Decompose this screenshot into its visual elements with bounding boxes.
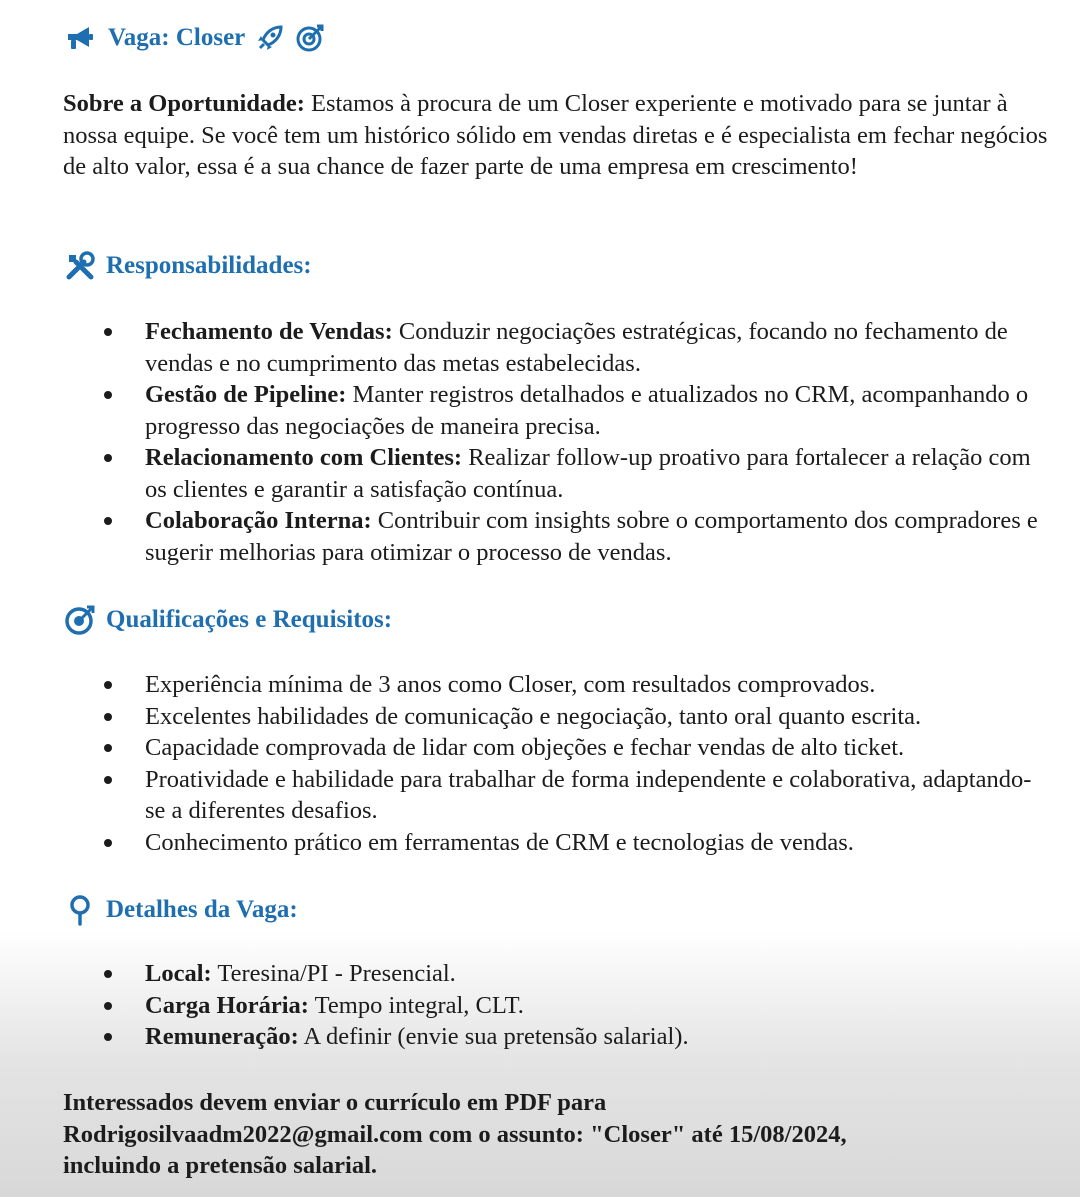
item-text: Excelentes habilidades de comunicação e negociação, tanto oral quanto escrita.	[145, 702, 922, 730]
list-item	[0, 764, 1045, 827]
title-text: Vaga: Closer	[108, 24, 246, 51]
bullet	[104, 681, 112, 689]
list-item	[0, 1021, 1045, 1053]
list-item	[0, 990, 1045, 1022]
item-text: Realizar follow-up proativo para fortalecer a relação com os clientes e garantir a satisfação contínua.	[145, 444, 1031, 503]
intro-label: Sobre a Oportunidade:	[63, 90, 305, 117]
bullet	[104, 1033, 112, 1041]
bullet	[104, 713, 112, 721]
qualificacoes-list	[0, 669, 1080, 858]
section-heading-detalhes	[64, 894, 298, 926]
bullet	[104, 328, 112, 336]
megaphone-icon	[64, 22, 96, 54]
bullet	[104, 970, 112, 978]
bullet	[104, 776, 112, 784]
bullet	[104, 454, 112, 462]
target-icon	[64, 604, 96, 636]
list-item	[0, 701, 1045, 733]
section-title: Detalhes da Vaga:	[106, 896, 298, 923]
intro-paragraph	[63, 88, 1048, 183]
list-item	[0, 827, 1045, 859]
item-text: Conduzir negociações estratégicas, focando no fechamento de vendas e no cumprimento das metas estabelecidas.	[145, 318, 1008, 377]
tools-icon	[64, 250, 96, 282]
intro-text: Estamos à procura de um Closer experiente e motivado para se juntar à nossa equipe. Se você tem um histórico sólido em vendas diretas e é especialista em fechar negócios de alto valor, essa é a sua chance de fazer parte de uma empresa em crescimento!	[63, 90, 1048, 180]
item-text: Contribuir com insights sobre o comportamento dos compradores e sugerir melhorias para otimizar o processo de vendas.	[145, 507, 1038, 566]
detalhes-list	[0, 958, 1080, 1053]
item-text: Teresina/PI - Presencial.	[211, 960, 456, 987]
item-label: Fechamento de Vendas:	[145, 318, 393, 345]
bullet	[104, 839, 112, 847]
section-title: Qualificações e Requisitos:	[106, 606, 393, 633]
item-text: Proatividade e habilidade para trabalhar de forma independente e colaborativa, adaptando-se a diferentes desafios.	[145, 765, 1032, 824]
bullet	[104, 744, 112, 752]
bullet	[104, 391, 112, 399]
footer-line: Rodrigosilvaadm2022@gmail.com com o assunto: "Closer" até 15/08/2024,	[63, 1120, 847, 1148]
item-text: Tempo integral, CLT.	[308, 991, 524, 1019]
application-instructions	[63, 1087, 1063, 1182]
item-text: Manter registros detalhados e atualizados no CRM, acompanhando o progresso das negociações de maneira precisa.	[145, 381, 1029, 440]
item-label: Colaboração Interna:	[145, 507, 372, 534]
item-label: Local:	[145, 960, 212, 987]
bullet	[104, 517, 112, 525]
target-icon	[295, 23, 325, 53]
footer-line: Interessados devem enviar o currículo em PDF para	[63, 1089, 607, 1116]
list-item	[0, 505, 1045, 568]
section-heading-responsabilidades	[64, 250, 312, 282]
footer-line: incluindo a pretensão salarial.	[63, 1152, 378, 1179]
list-item	[0, 379, 1045, 442]
responsabilidades-list	[0, 316, 1080, 568]
page-title	[64, 22, 325, 54]
list-item	[0, 669, 1045, 701]
item-text: Capacidade comprovada de lidar com objeções e fechar vendas de alto ticket.	[145, 734, 905, 761]
rocket-icon	[255, 23, 285, 53]
section-heading-qualificacoes	[64, 604, 392, 636]
list-item	[0, 442, 1045, 505]
item-label: Carga Horária:	[145, 991, 309, 1019]
list-item	[0, 316, 1045, 379]
item-text: Conhecimento prático em ferramentas de CRM e tecnologias de vendas.	[145, 828, 854, 856]
location-pin-icon	[64, 894, 96, 926]
section-title: Responsabilidades:	[106, 252, 312, 279]
item-label: Gestão de Pipeline:	[145, 381, 347, 408]
item-text: A definir (envie sua pretensão salarial).	[298, 1023, 689, 1050]
list-item	[0, 732, 1045, 764]
item-label: Relacionamento com Clientes:	[145, 444, 463, 471]
item-text: Experiência mínima de 3 anos como Closer, com resultados comprovados.	[145, 671, 876, 698]
bullet	[104, 1002, 112, 1010]
list-item	[0, 958, 1045, 990]
item-label: Remuneração:	[145, 1023, 299, 1050]
